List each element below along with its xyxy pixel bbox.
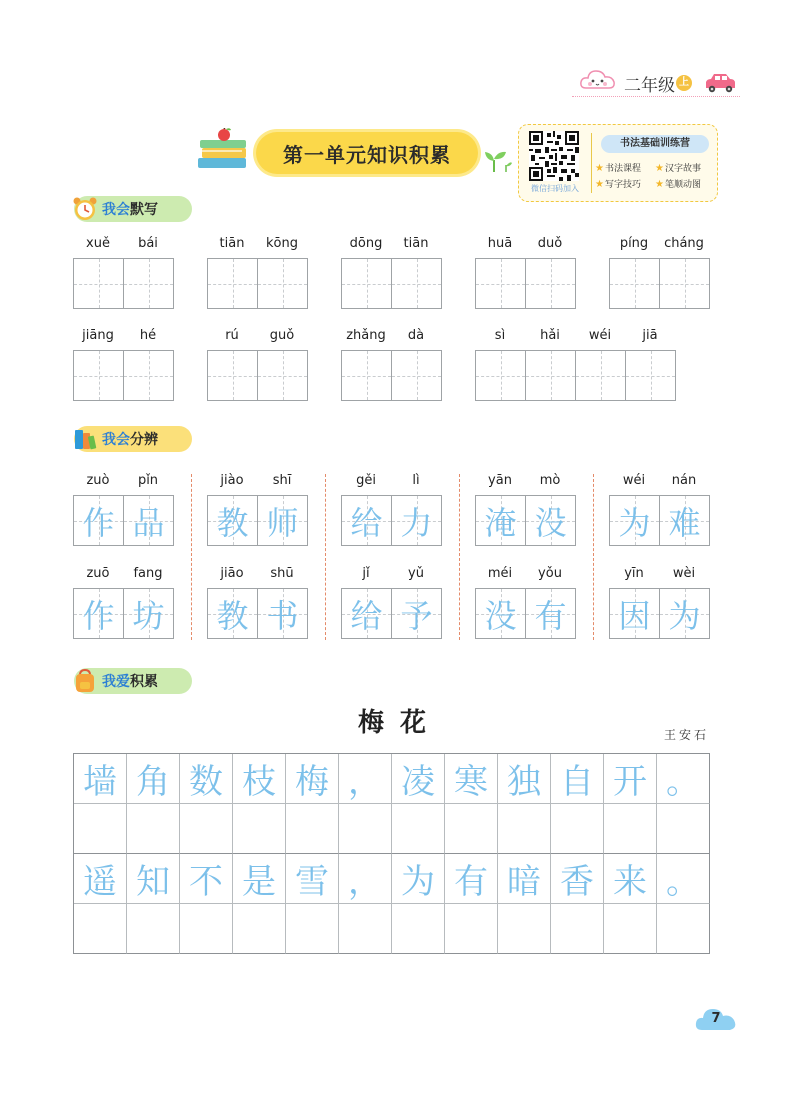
pinyin-label: dōng	[349, 236, 383, 251]
poem-practice-row	[74, 904, 710, 954]
star-icon: ★	[655, 179, 664, 190]
cloud-face-icon	[580, 68, 616, 92]
pinyin-label: yān	[488, 473, 512, 488]
trace-cell	[476, 496, 526, 546]
char-pair-grid	[609, 588, 710, 639]
alarm-clock-icon	[72, 196, 98, 222]
star-icon: ★	[595, 179, 604, 190]
writing-cell[interactable]	[233, 904, 286, 954]
trace-character: 为	[618, 503, 651, 542]
pinyin-label: zuō	[86, 566, 110, 581]
writing-cell[interactable]	[657, 804, 710, 854]
writing-cell[interactable]	[660, 259, 710, 309]
writing-cell[interactable]	[233, 804, 286, 854]
books-apple-icon	[196, 128, 252, 174]
poem-character: 寒	[445, 754, 498, 804]
section-dictation-badge	[74, 196, 192, 222]
writing-grid	[475, 350, 676, 401]
writing-cell[interactable]	[127, 804, 180, 854]
trace-cell	[74, 589, 124, 639]
writing-cell[interactable]	[180, 804, 233, 854]
writing-cell[interactable]	[74, 351, 124, 401]
section-dictation-label: 我会默写	[102, 202, 158, 218]
trace-character: 教	[216, 503, 249, 542]
column-divider	[191, 474, 192, 640]
header-divider	[572, 96, 740, 97]
writing-cell[interactable]	[551, 904, 604, 954]
pinyin-label: bái	[138, 236, 158, 251]
poem-character: 。	[657, 854, 710, 904]
writing-cell[interactable]	[74, 804, 127, 854]
pinyin-label: méi	[487, 566, 513, 581]
qr-item: ★书法课程	[595, 163, 641, 174]
char-pair-grid	[609, 495, 710, 546]
poem-character: 是	[233, 854, 286, 904]
char-pair-grid	[73, 495, 174, 546]
poem-line	[74, 754, 710, 804]
writing-cell[interactable]	[445, 804, 498, 854]
qr-divider	[591, 133, 592, 193]
qr-promo-card[interactable]	[518, 124, 718, 202]
writing-cell[interactable]	[258, 259, 308, 309]
trace-cell	[392, 589, 442, 639]
pinyin-label: duǒ	[537, 236, 563, 251]
trace-character: 教	[216, 596, 249, 635]
trace-cell	[342, 589, 392, 639]
qr-item: ★写字技巧	[595, 179, 641, 190]
pinyin-label: jiāo	[220, 566, 244, 581]
poem-character: 凌	[392, 754, 445, 804]
unit-title-banner	[256, 132, 478, 174]
poem-title: 梅花	[357, 708, 442, 738]
section-distinguish-label: 我会分辨	[102, 432, 158, 448]
poem-grid	[73, 753, 710, 954]
column-divider	[593, 474, 594, 640]
writing-cell[interactable]	[392, 259, 442, 309]
trace-character: 难	[668, 503, 701, 542]
poem-character: 开	[604, 754, 657, 804]
writing-cell[interactable]	[392, 351, 442, 401]
pinyin-label: tiān	[403, 236, 429, 251]
pinyin-label: xuě	[86, 236, 110, 251]
writing-cell[interactable]	[476, 351, 526, 401]
writing-cell[interactable]	[604, 804, 657, 854]
writing-cell[interactable]	[498, 804, 551, 854]
page-number-cloud	[694, 1004, 738, 1034]
char-pair-grid	[207, 495, 308, 546]
char-pair-grid	[475, 588, 576, 639]
poem-character: 香	[551, 854, 604, 904]
pinyin-label: fang	[133, 566, 163, 581]
writing-cell[interactable]	[342, 351, 392, 401]
trace-cell	[526, 496, 576, 546]
writing-cell[interactable]	[208, 259, 258, 309]
pinyin-label: jiào	[220, 473, 244, 488]
writing-cell[interactable]	[576, 351, 626, 401]
trace-character: 没	[534, 503, 567, 542]
writing-cell[interactable]	[286, 904, 339, 954]
trace-cell	[258, 589, 308, 639]
trace-character: 作	[82, 503, 115, 542]
poem-character: 不	[180, 854, 233, 904]
writing-cell[interactable]	[339, 804, 392, 854]
writing-cell[interactable]	[657, 904, 710, 954]
pinyin-label: zuò	[86, 473, 110, 488]
pinyin-label: cháng	[664, 236, 704, 251]
trace-cell	[124, 589, 174, 639]
qr-item: ★汉字故事	[655, 163, 701, 174]
grade-header	[572, 64, 742, 100]
writing-cell[interactable]	[180, 904, 233, 954]
poem-character: ，	[339, 754, 392, 804]
writing-cell[interactable]	[476, 259, 526, 309]
trace-character: 没	[484, 596, 517, 635]
grade-label: 二年级	[624, 76, 675, 96]
poem-character: 来	[604, 854, 657, 904]
column-divider	[325, 474, 326, 640]
writing-cell[interactable]	[526, 351, 576, 401]
poem-character: 数	[180, 754, 233, 804]
backpack-icon	[72, 668, 98, 694]
trace-cell	[610, 589, 660, 639]
trace-character: 给	[350, 503, 383, 542]
pinyin-label: wèi	[672, 566, 696, 581]
pinyin-label: yǒu	[538, 566, 562, 581]
poem-character: 角	[127, 754, 180, 804]
pinyin-label: shī	[272, 473, 292, 488]
trace-character: 品	[132, 503, 165, 542]
poem-character: 枝	[233, 754, 286, 804]
pinyin-label: píng	[619, 236, 649, 251]
trace-character: 有	[534, 596, 567, 635]
writing-cell[interactable]	[626, 351, 676, 401]
section-accumulate-label: 我爱积累	[102, 674, 158, 690]
trace-cell	[476, 589, 526, 639]
poem-author: 王安石	[664, 728, 710, 742]
unit-title: 第一单元知识积累	[283, 142, 451, 167]
pinyin-label: kōng	[266, 236, 298, 251]
term-badge: 上	[676, 75, 692, 91]
writing-grid	[207, 350, 308, 401]
qr-camp-label: 书法基础训练营	[601, 135, 709, 153]
pinyin-label: pǐn	[137, 473, 159, 488]
trace-character: 书	[266, 596, 299, 635]
trace-character: 给	[350, 596, 383, 635]
writing-grid	[73, 258, 174, 309]
trace-character: 淹	[484, 503, 517, 542]
trace-cell	[660, 589, 710, 639]
poem-character: 为	[392, 854, 445, 904]
trace-character: 作	[82, 596, 115, 635]
writing-cell[interactable]	[127, 904, 180, 954]
section-distinguish-badge	[74, 426, 192, 452]
char-pair-grid	[73, 588, 174, 639]
writing-cell[interactable]	[604, 904, 657, 954]
poem-character: 暗	[498, 854, 551, 904]
trace-cell	[660, 496, 710, 546]
sprout-icon	[482, 148, 512, 172]
poem-character: 雪	[286, 854, 339, 904]
pinyin-label: nán	[671, 473, 697, 488]
poem-practice-row	[74, 804, 710, 854]
trace-cell	[526, 589, 576, 639]
trace-character: 坊	[132, 596, 165, 635]
writing-cell[interactable]	[74, 259, 124, 309]
char-pair-grid	[341, 588, 442, 639]
poem-character: 遥	[74, 854, 127, 904]
poem-character: ，	[339, 854, 392, 904]
writing-cell[interactable]	[445, 904, 498, 954]
star-icon: ★	[595, 163, 604, 174]
writing-grid	[341, 258, 442, 309]
writing-cell[interactable]	[342, 259, 392, 309]
pinyin-label: shū	[270, 566, 294, 581]
trace-character: 力	[400, 503, 433, 542]
pinyin-label: guǒ	[269, 328, 295, 343]
writing-grid	[341, 350, 442, 401]
trace-cell	[392, 496, 442, 546]
writing-cell[interactable]	[124, 259, 174, 309]
writing-cell[interactable]	[392, 804, 445, 854]
char-pair-grid	[475, 495, 576, 546]
writing-cell[interactable]	[208, 351, 258, 401]
pinyin-label: hé	[139, 328, 157, 343]
trace-character: 为	[668, 596, 701, 635]
pinyin-label: gěi	[356, 473, 376, 488]
writing-grid	[73, 350, 174, 401]
poem-character: 梅	[286, 754, 339, 804]
writing-cell[interactable]	[392, 904, 445, 954]
pinyin-label: jiā	[642, 328, 658, 343]
pinyin-label: hǎi	[540, 328, 560, 343]
trace-cell	[208, 589, 258, 639]
writing-cell[interactable]	[258, 351, 308, 401]
pinyin-label: yǔ	[408, 566, 424, 581]
poem-character: 墙	[74, 754, 127, 804]
qr-code-icon[interactable]	[529, 131, 579, 181]
pinyin-label: lì	[412, 473, 420, 488]
pinyin-label: rú	[225, 328, 239, 343]
poem-character: 知	[127, 854, 180, 904]
star-icon: ★	[655, 163, 664, 174]
trace-cell	[124, 496, 174, 546]
trace-cell	[258, 496, 308, 546]
pinyin-label: tiān	[219, 236, 245, 251]
qr-item: ★笔顺动图	[655, 179, 701, 190]
poem-line	[74, 854, 710, 904]
page-number: 7	[711, 1011, 721, 1026]
writing-cell[interactable]	[498, 904, 551, 954]
car-icon	[702, 70, 738, 94]
writing-grid	[609, 258, 710, 309]
writing-grid	[475, 258, 576, 309]
writing-grid	[207, 258, 308, 309]
trace-cell	[610, 496, 660, 546]
poem-character: 独	[498, 754, 551, 804]
writing-cell[interactable]	[526, 259, 576, 309]
pinyin-label: mò	[539, 473, 561, 488]
trace-cell	[74, 496, 124, 546]
poem-character: 。	[657, 754, 710, 804]
poem-character: 自	[551, 754, 604, 804]
pinyin-label: sì	[494, 328, 506, 343]
pinyin-label: dà	[407, 328, 425, 343]
trace-character: 因	[618, 596, 651, 635]
writing-cell[interactable]	[74, 904, 127, 954]
pinyin-label: wéi	[588, 328, 612, 343]
trace-character: 师	[266, 503, 299, 542]
pinyin-label: zhǎng	[346, 328, 386, 343]
poem-character: 有	[445, 854, 498, 904]
pinyin-label: huā	[487, 236, 513, 251]
pinyin-label: jiāng	[82, 328, 114, 343]
pinyin-label: yīn	[624, 566, 644, 581]
char-pair-grid	[207, 588, 308, 639]
writing-cell[interactable]	[551, 804, 604, 854]
trace-cell	[208, 496, 258, 546]
column-divider	[459, 474, 460, 640]
trace-character: 予	[400, 596, 433, 635]
trace-cell	[342, 496, 392, 546]
pinyin-label: jǐ	[362, 566, 370, 581]
writing-cell[interactable]	[339, 904, 392, 954]
section-accumulate-badge	[74, 668, 192, 694]
qr-caption: 微信扫码加入	[531, 184, 579, 193]
writing-cell[interactable]	[286, 804, 339, 854]
writing-cell[interactable]	[124, 351, 174, 401]
pinyin-label: wéi	[622, 473, 646, 488]
char-pair-grid	[341, 495, 442, 546]
writing-cell[interactable]	[610, 259, 660, 309]
books-icon	[72, 426, 98, 452]
